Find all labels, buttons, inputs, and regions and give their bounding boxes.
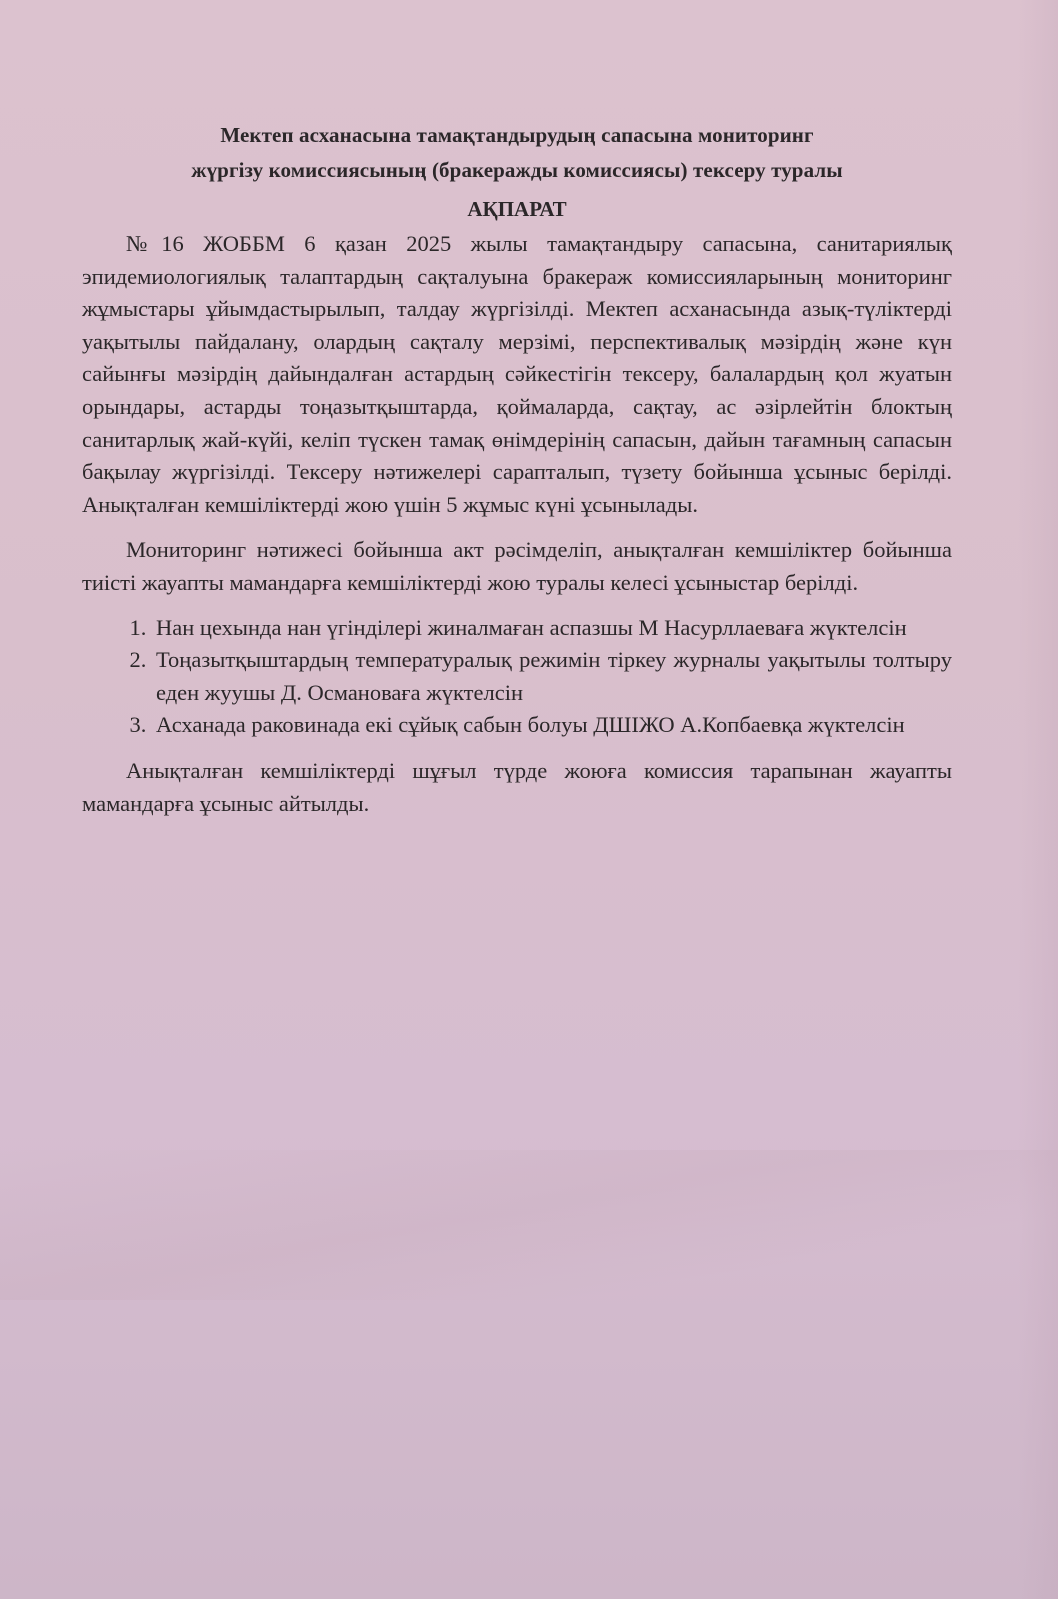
recommendation-item: 3. Асханада раковинада екі сұйық сабын болуы ДШІЖО А.Копбаевқа жүктелсін [152,709,952,742]
monitoring-paragraph: Мониторинг нәтижесі бойынша акт рәсімделіп, анықталған кемшіліктер бойынша тиісті жауапты мамандарға кемшіліктерді жою туралы келесі ұсыныстар берілді. [82,537,952,595]
title-line-2: жүргізу комиссиясының (бракеражды комиссиясы) тексеру туралы [191,158,843,182]
paper-shadow [0,1150,1058,1300]
recommendations-list [82,612,952,742]
document-subtitle: АҚПАРАТ [467,197,567,221]
document-title [82,118,952,188]
recommendation-item: 1. Нан цехында нан үгінділері жиналмаған аспазшы М Насурллаеваға жүктелсін [152,612,952,645]
intro-paragraph: №16 ЖОББМ 6 қазан 2025 жылы тамақтандыру сапасына, санитариялық эпидемиологиялық талаптардың сақталуына бракераж комиссияларының мониторинг жұмыстары ұйымдастырылып, талдау жүргізілді. Мектеп асханасында азық-түліктерді уақытылы пайдалану, олардың сақталу мерзімі, перспективалық мәзірдің және күн сайынғы мәзірдің дайындалған астардың сәйкестігін тексеру, балалардың қол жуатын орындары, астарды тоңазытқыштарда, қоймаларда, сақтау, ас әзірлейтін блоктың санитарлық жай-күйі, келіп түскен тамақ өнімдерінің сапасын, дайын тағамның сапасын бақылау жүргізілді. Тексеру нәтижелері сарапталып, түзету бойынша ұсыныс берілді. Анықталған кемшіліктерді жою үшін 5 жұмыс күні ұсынылады. [82,231,952,517]
paper-edge-shade [1018,0,1058,1599]
title-line-1: Мектеп асханасына тамақтандырудың сапасына мониторинг [220,123,814,147]
conclusion-paragraph: Анықталған кемшіліктерді шұғыл түрде жоюға комиссия тарапынан жауапты мамандарға ұсыныс айтылды. [82,757,952,816]
document-page [82,118,952,820]
recommendation-item: 2. Тоңазытқыштардың температуралық режимін тіркеу журналы уақытылы толтыру еден жуушы Д. Османоваға жүктелсін [152,644,952,709]
